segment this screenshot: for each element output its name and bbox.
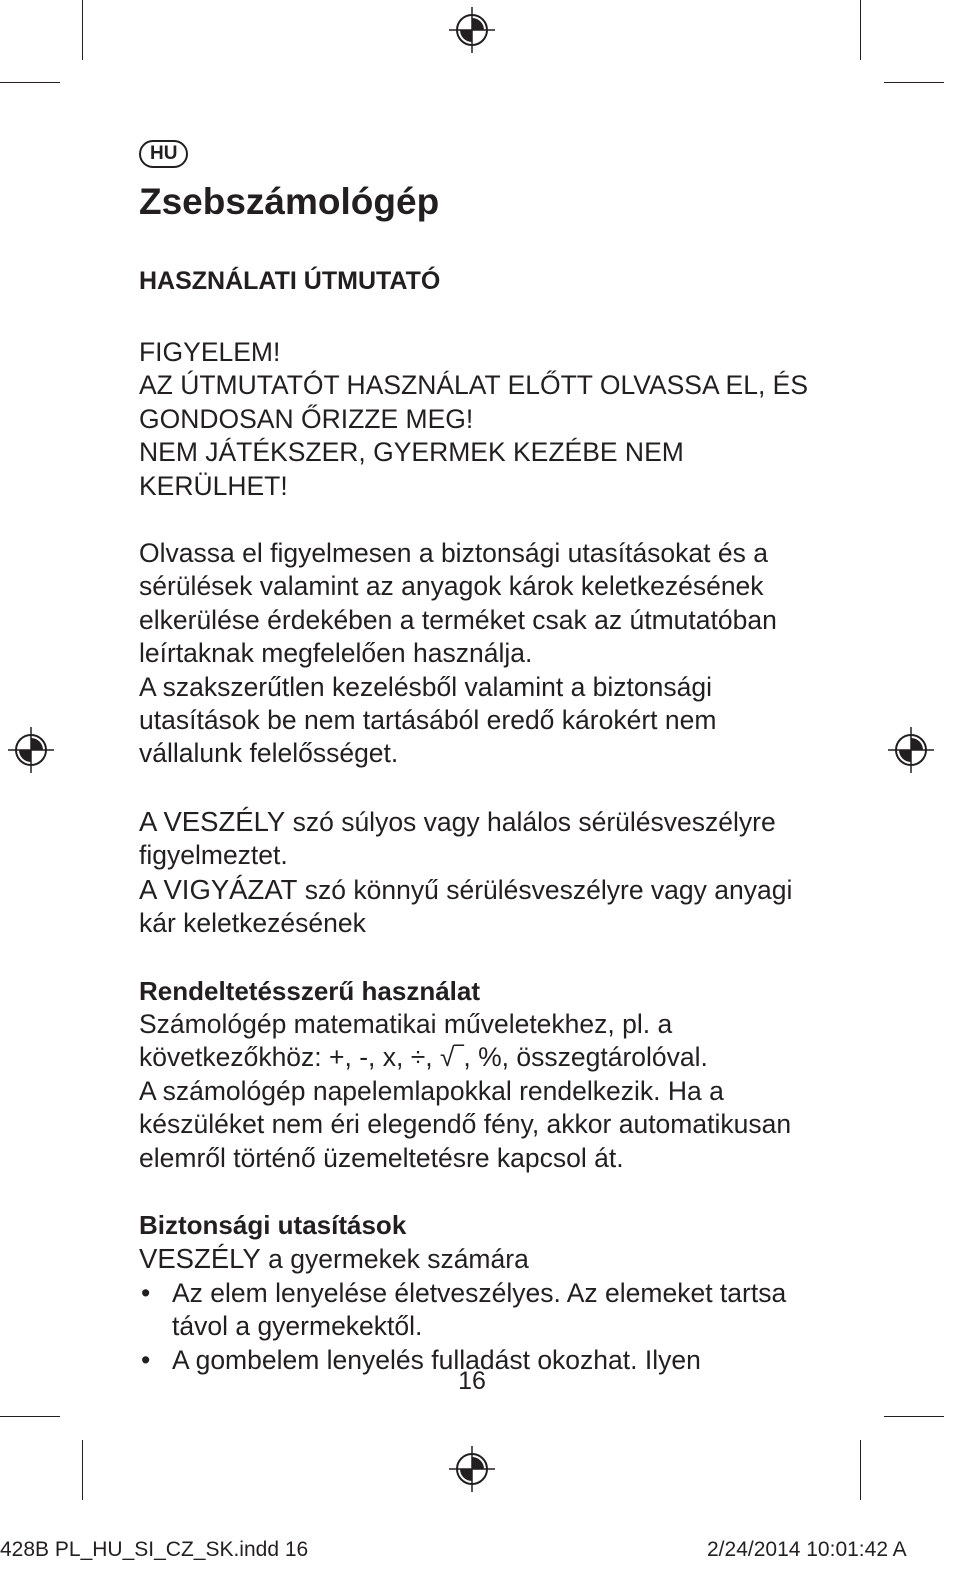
crop-mark-top-right-vertical	[860, 0, 861, 60]
intended-use-line: A számológép napelemlapokkal rendelkezik. Ha a	[139, 1075, 724, 1106]
intended-use-line: elemről történő üzemeltetésre kapcsol át.	[139, 1142, 624, 1173]
intro-line: sérülések valamint az anyagok károk keletkezésének	[139, 571, 764, 602]
danger-keyword: VESZÉLY	[139, 1243, 261, 1275]
safety-heading: Biztonsági utasítások	[139, 1209, 407, 1240]
list-item	[139, 1277, 819, 1344]
registration-mark-right-icon	[888, 727, 934, 773]
intro-line: A szakszerűtlen kezelésből valamint a biztonsági	[139, 671, 712, 702]
footer-datetime: 2/24/2014 10:01:42 A	[707, 1538, 907, 1561]
bullet-line: távol a gyermekektől.	[172, 1311, 423, 1342]
safety-danger-line	[139, 1242, 819, 1276]
language-badge: HU	[139, 140, 188, 168]
caution-definition-text: szó könnyű sérülésveszélyre vagy anyagi	[297, 874, 793, 905]
crop-mark-bottom-right-vertical	[860, 1440, 861, 1500]
intended-use-section	[139, 975, 819, 1175]
crop-mark-bottom-right-horizontal	[884, 1416, 944, 1417]
signal-words-paragraph	[139, 805, 819, 941]
bullet-icon: •	[141, 1277, 151, 1308]
safety-bullet-list	[139, 1277, 819, 1377]
page-title: Zsebszámológép	[139, 181, 440, 222]
caution-keyword: A VIGYÁZAT	[139, 873, 298, 905]
intro-line: elkerülése érdekében a terméket csak az útmutatóban	[139, 604, 777, 635]
danger-definition-line: figyelmeztet.	[139, 840, 288, 871]
intro-line: leírtaknak megfelelően használja.	[139, 638, 533, 669]
caution-definition-line: kár keletkezésének	[139, 908, 366, 939]
intended-use-line: készüléket nem éri elegendő fény, akkor automatikusan	[139, 1109, 792, 1140]
manual-subtitle: HASZNÁLATI ÚTMUTATÓ	[139, 267, 441, 295]
warning-line: FIGYELEM!	[139, 337, 281, 367]
warning-line: AZ ÚTMUTATÓT HASZNÁLAT ELŐTT OLVASSA EL, ÉS	[139, 370, 809, 401]
intro-line: Olvassa el figyelmesen a biztonsági utasításokat és a	[139, 538, 768, 569]
crop-mark-top-left-horizontal	[0, 82, 60, 83]
crop-mark-top-left-vertical	[82, 0, 83, 60]
registration-mark-bottom-icon	[449, 1446, 495, 1492]
bullet-icon: •	[141, 1344, 151, 1375]
warning-block	[139, 336, 819, 503]
crop-mark-bottom-left-vertical	[82, 1440, 83, 1500]
warning-line: KERÜLHET!	[139, 470, 288, 501]
intended-use-heading: Rendeltetésszerű használat	[139, 975, 481, 1006]
registration-mark-left-icon	[8, 727, 54, 773]
danger-keyword: A VESZÉLY	[139, 805, 286, 837]
footer-filename: 428B PL_HU_SI_CZ_SK.indd 16	[0, 1538, 309, 1561]
intended-use-line: Számológép matematikai műveletekhez, pl. a	[139, 1008, 673, 1039]
intro-line: utasítások be nem tartásából eredő károkért nem	[139, 705, 717, 736]
manual-page-content	[139, 140, 819, 1377]
danger-definition-text: szó súlyos vagy halálos sérülésveszélyre	[285, 806, 776, 837]
bullet-line: Az elem lenyelése életveszélyes. Az elemeket tartsa	[172, 1277, 787, 1308]
crop-mark-top-right-horizontal	[884, 82, 944, 83]
safety-section	[139, 1209, 819, 1377]
intro-paragraph	[139, 537, 819, 771]
intended-use-line: következőkhöz: +, -, x, ÷, √‾, %, összegtárolóval.	[139, 1042, 708, 1073]
page-number: 16	[458, 1367, 486, 1395]
crop-mark-bottom-left-horizontal	[0, 1416, 60, 1417]
safety-danger-text: a gyermekek számára	[260, 1244, 529, 1275]
bullet-line: A gombelem lenyelés fulladást okozhat. Ilyen	[172, 1344, 701, 1375]
warning-line: NEM JÁTÉKSZER, GYERMEK KEZÉBE NEM	[139, 437, 684, 468]
registration-mark-top-icon	[449, 7, 495, 53]
danger-definition-line	[139, 805, 819, 839]
warning-line: GONDOSAN ŐRIZZE MEG!	[139, 403, 474, 434]
intro-line: vállalunk felelősséget.	[139, 738, 399, 769]
caution-definition-line	[139, 873, 819, 907]
